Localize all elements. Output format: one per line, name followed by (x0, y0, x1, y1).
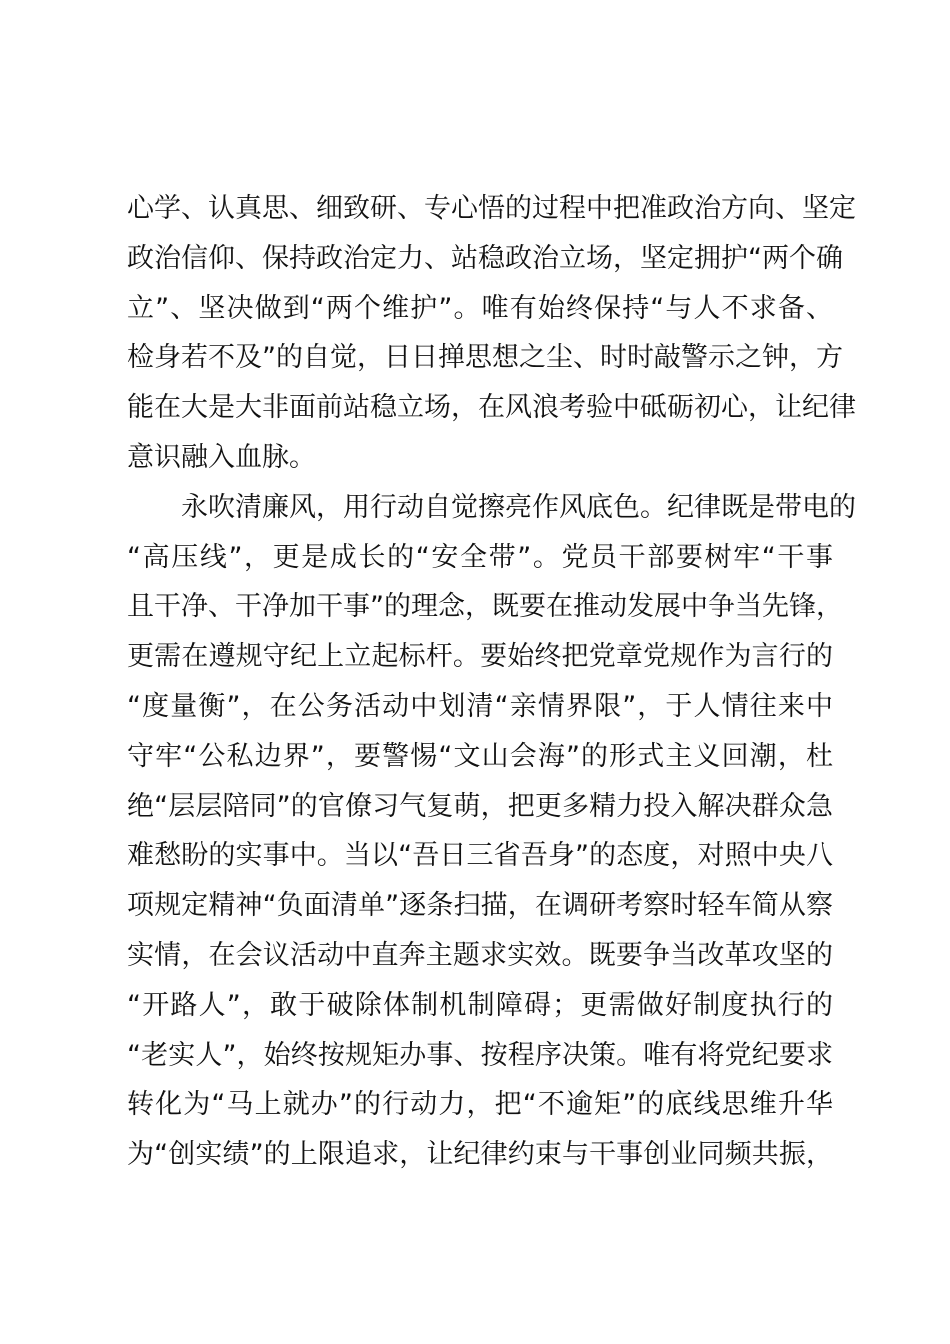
text-line-3: 立”、坚决做到“两个维护”。唯有始终保持“与人不求备、 (127, 292, 833, 324)
text-line-17: “开路人”，敢于破除体制机制障碍；更需做好制度执行的 (127, 989, 833, 1021)
text-line-5: 能在大是大非面前站稳立场，在风浪考验中砥砺初心，让纪律 (127, 392, 856, 424)
text-line-1: 心学、认真思、细致研、专心悟的过程中把准政治方向、坚定 (127, 193, 856, 224)
text-line-14: 难愁盼的实事中。当以“吾日三省吾身”的态度，对照中央八 (127, 840, 833, 872)
text-line-15: 项规定精神“负面清单”逐条扫描，在调研考察时轻车简从察 (127, 890, 833, 922)
body-text (127, 184, 856, 1180)
text-line-9: 且干净、干净加干事”的理念，既要在推动发展中争当先锋， (127, 591, 843, 623)
text-line-13: 绝“层层陪同”的官僚习气复萌，把更多精力投入解决群众急 (127, 790, 833, 822)
text-line-6: 意识融入血脉。 (127, 441, 316, 473)
text-line-2: 政治信仰、保持政治定力、站稳政治立场，坚定拥护“两个确 (127, 242, 843, 274)
text-line-7: 永吹清廉风，用行动自觉擦亮作风底色。纪律既是带电的 (127, 491, 856, 523)
text-line-16: 实情，在会议活动中直奔主题求实效。既要争当改革攻坚的 (127, 939, 833, 971)
text-line-19: 转化为“马上就办”的行动力，把“不逾矩”的底线思维升华 (127, 1089, 833, 1121)
text-line-8: “高压线”，更是成长的“安全带”。党员干部要树牢“干事 (127, 541, 833, 573)
text-line-18: “老实人”，始终按规矩办事、按程序决策。唯有将党纪要求 (127, 1039, 833, 1071)
text-line-4: 检身若不及”的自觉，日日掸思想之尘、时时敲警示之钟，方 (127, 342, 843, 374)
text-line-11: “度量衡”，在公务活动中划清“亲情界限”，于人情往来中 (127, 690, 833, 722)
text-line-20: 为“创实绩”的上限追求，让纪律约束与干事创业同频共振， (127, 1139, 833, 1171)
text-line-10: 更需在遵规守纪上立起标杆。要始终把党章党规作为言行的 (127, 641, 833, 673)
text-line-12: 守牢“公私边界”，要警惕“文山会海”的形式主义回潮，杜 (127, 740, 833, 772)
